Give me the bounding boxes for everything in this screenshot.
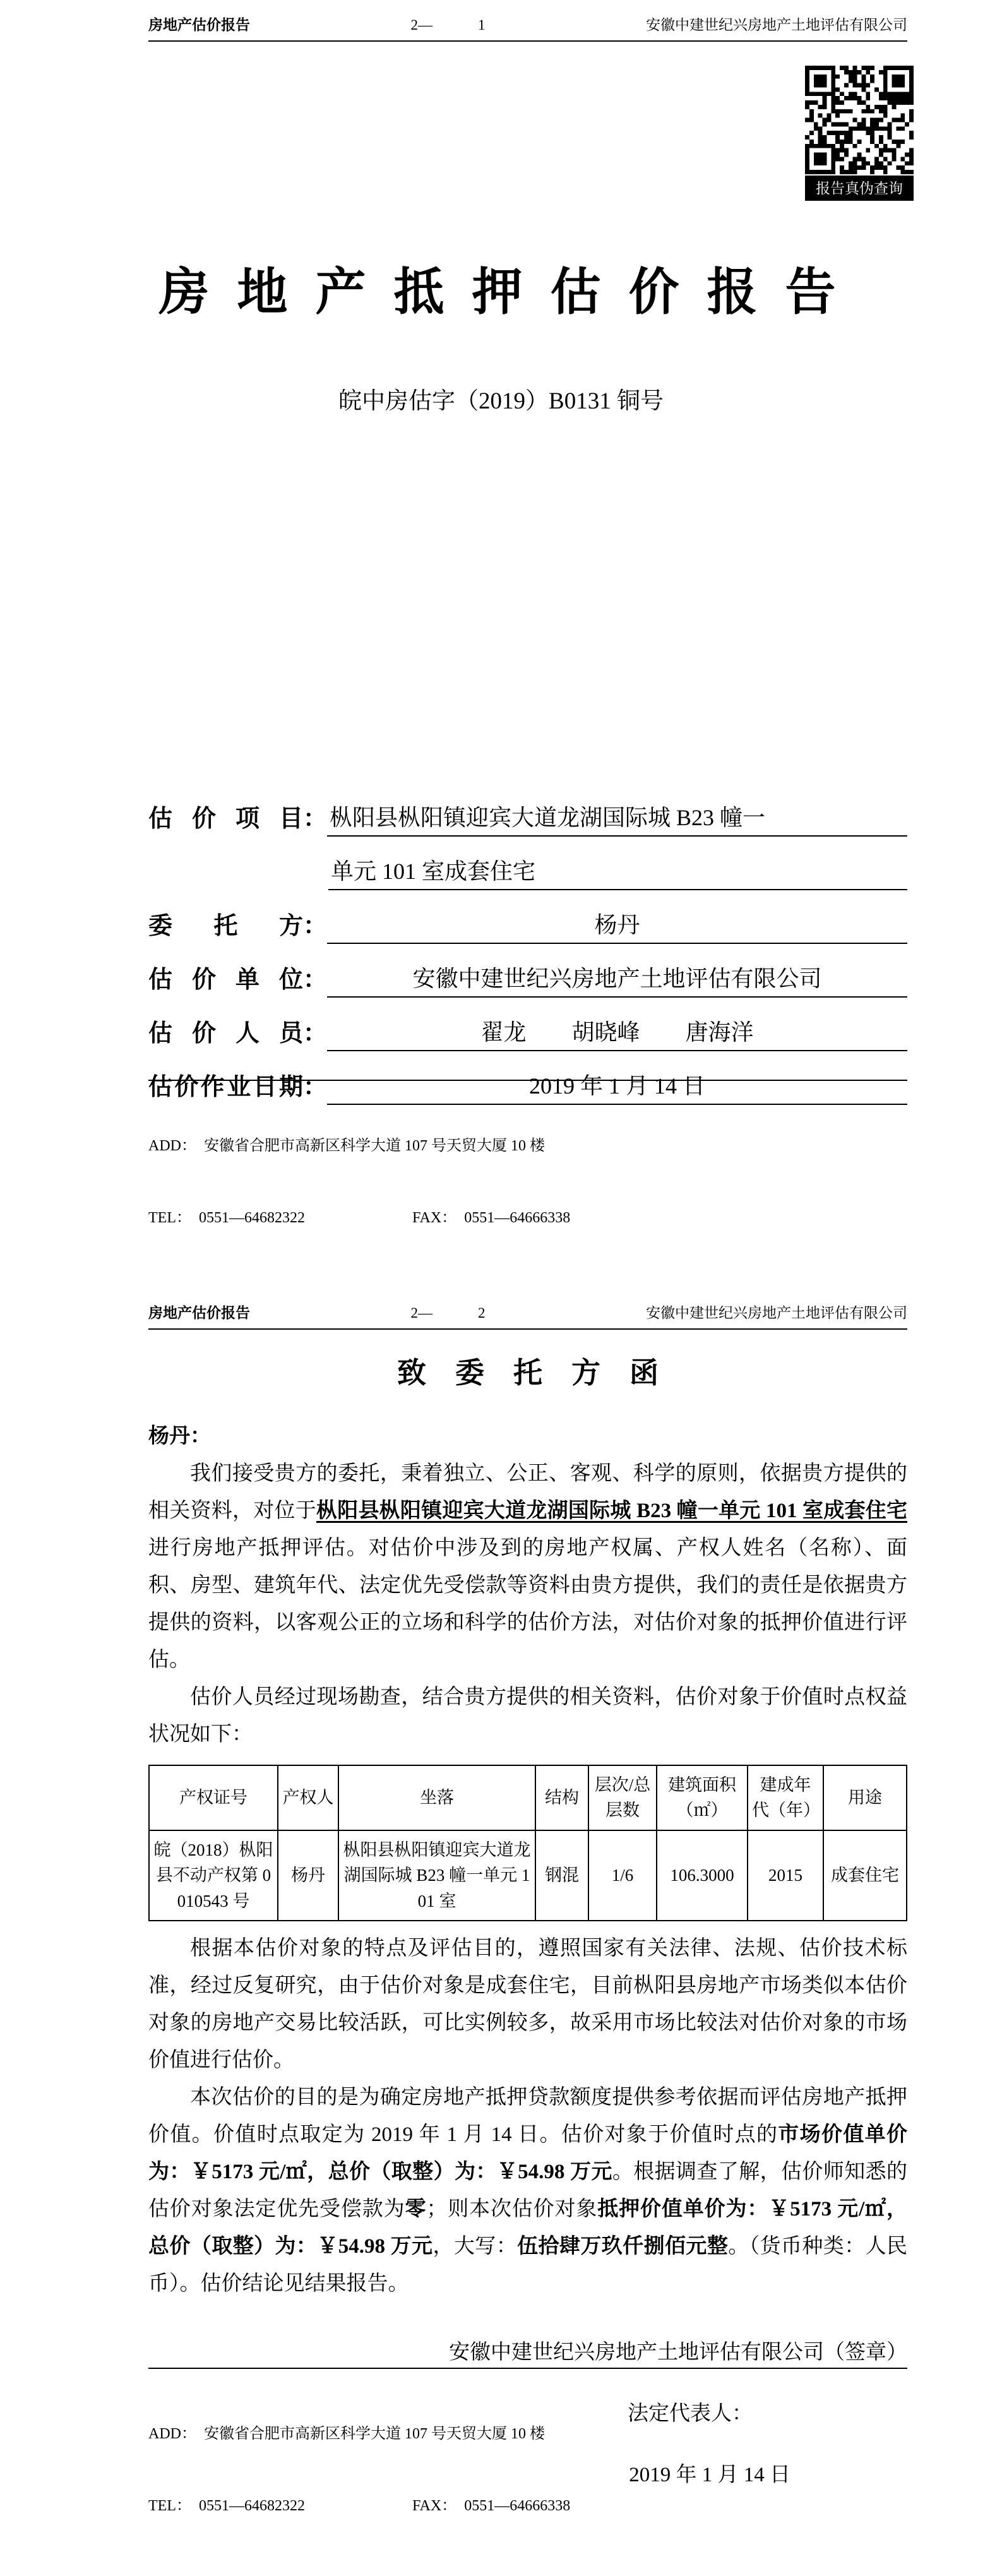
col-header-year: 建成年代（年） [748,1765,823,1830]
letter-paragraph-4 [148,2079,907,2303]
page-footer [148,2368,907,2566]
field-row-client [148,890,907,944]
cell-area: 106.3000 [657,1830,748,1921]
field-label-project: 估价项目 [148,806,303,833]
header-page-number [411,16,486,34]
footer-tel: TEL： 0551—64682322 [148,2498,305,2514]
header-doc-type: 房地产估价报告 [148,16,250,33]
amount-in-words-emphasis: 伍拾肆万玖仟捌佰元整 [517,2235,729,2258]
report-page-2 [0,1288,1002,2576]
footer-contacts [148,1206,907,1230]
footer-address: ADD： 安徽省合肥市高新区科学大道 107 号天贸大厦 10 楼 [148,1138,545,1154]
page-footer [148,1080,907,1278]
cover-fields [148,783,907,1105]
field-value-project-line2: 单元 101 室成套住宅 [328,857,907,890]
footer-fax: FAX： 0551—64666338 [412,1210,571,1226]
header-page-index: 1 [478,17,486,33]
cell-year: 2015 [748,1830,823,1921]
col-header-area: 建筑面积（㎡） [657,1765,748,1830]
field-row-staff [148,998,907,1051]
field-value-project-line1: 枞阳县枞阳镇迎宾大道龙湖国际城 B23 幢一 [327,804,907,837]
letter-paragraph-3: 根据本估价对象的特点及评估目的，遵照国家有关法律、法规、估价技术标准，经过反复研究，由于估价对象是成套住宅，目前枞阳县房地产市场类似本估价对象的房地产交易比较活跃，可比实例较多，故采用市场比较法对估价对象的市场价值进行估价。 [148,1937,907,2072]
qr-block [805,66,914,201]
field-label-staff: 估价人员 [148,1020,303,1047]
page-header [148,16,907,42]
page-header [148,1304,907,1330]
zero-emphasis: 零 [405,2198,427,2221]
field-row-project [148,783,907,837]
footer-tel: TEL： 0551—64682322 [148,1210,305,1226]
doc-number: 皖中房估字（2019）B0131 铜号 [338,388,664,414]
cell-certificate: 皖（2018）枞阳县不动产权第 0010543 号 [149,1830,278,1921]
field-value-date: 2019 年 1 月 14 日 [327,1072,907,1105]
field-colon: ： [303,1074,328,1101]
header-section-number: 2— [410,17,432,33]
letter-paragraph-2: 估价人员经过现场勘查，结合贵方提供的相关资料，估价对象于价值时点权益状况如下： [148,1685,907,1746]
field-row-agency [148,944,907,998]
signature-company: 安徽中建世纪兴房地产土地评估有限公司（签章） [449,2341,907,2364]
qr-caption: 报告真伪查询 [805,176,914,201]
text-run: ，大写： [432,2235,518,2258]
col-header-structure: 结构 [535,1765,588,1830]
letter-paragraph-1 [148,1455,907,1679]
cell-usage: 成套住宅 [823,1830,907,1921]
field-colon: ： [303,967,328,994]
signature-date: 2019 年 1 月 14 日 [629,2464,790,2486]
text-run: 我们接受贵方的委托，秉着独立、公正、客观、科学的原则，依据贵方提供的相关资料，对位于 [148,1462,907,1522]
col-header-usage: 用途 [823,1765,907,1830]
field-label-date: 估价作业日期 [148,1074,303,1101]
field-label-client: 委托方 [148,913,303,940]
header-doc-type: 房地产估价报告 [148,1304,250,1321]
field-value-staff: 翟龙 胡晓峰 唐海洋 [327,1018,907,1051]
report-title: 房 地 产 抵 押 估 价 报 告 [158,265,844,321]
field-value-client: 杨丹 [327,911,907,944]
field-colon: ： [303,1020,328,1047]
field-value-agency: 安徽中建世纪兴房地产土地评估有限公司 [327,965,907,998]
property-rights-table [148,1765,907,1922]
field-colon: ： [303,913,328,940]
signature-legal-representative: 法定代表人： [628,2402,753,2425]
col-header-certificate: 产权证号 [149,1765,278,1830]
cell-owner: 杨丹 [278,1830,338,1921]
text-run: 本次估价的目的是为确定房地产抵押贷款额度提供参考依据而评估房地产抵押价值。价值时点取定为 2019 年 1 月 14 日。估价对象于价值时点的 [148,2086,907,2146]
property-name-emphasis: 枞阳县枞阳镇迎宾大道龙湖国际城 B23 幢一单元 101 室成套住宅 [316,1499,908,1522]
header-company-name: 安徽中建世纪兴房地产土地评估有限公司 [646,17,907,33]
letter-body [148,1355,907,2494]
field-colon: ： [303,806,328,833]
letter-salutation: 杨丹： [148,1424,211,1448]
table-header-row [149,1765,907,1830]
col-header-owner: 产权人 [278,1765,338,1830]
text-run: ；则本次估价对象 [426,2198,598,2221]
field-label-agency: 估价单位 [148,967,303,994]
qr-code [805,66,914,174]
text-run: 。（货币种类：人民币）。估价结论见结果报告。 [148,2235,908,2295]
cell-location: 枞阳县枞阳镇迎宾大道龙湖国际城 B23 幢一单元 101 室 [338,1830,535,1921]
table-row [149,1830,907,1921]
footer-contacts [148,2494,907,2518]
header-page-index: 2 [478,1305,486,1321]
header-company-name: 安徽中建世纪兴房地产土地评估有限公司 [646,1305,907,1321]
col-header-location: 坐落 [338,1765,535,1830]
text-run: 。根据调查了解，估价师知悉的估价对象法定优先受偿款为 [148,2161,908,2221]
field-row-project-continued [148,837,907,890]
header-page-number [411,1304,486,1322]
market-value-emphasis: 市场价值单价为：￥5173 元/㎡，总价（取整）为：￥54.98 万元 [148,2123,908,2183]
mortgage-value-emphasis: 抵押价值单价为：￥5173 元/㎡，总价（取整）为：￥54.98 万元 [148,2198,908,2258]
col-header-floor: 层次/总层数 [588,1765,657,1830]
letter-title: 致 委 托 方 函 [397,1357,659,1389]
header-section-number: 2— [410,1305,432,1321]
footer-address: ADD： 安徽省合肥市高新区科学大道 107 号天贸大厦 10 楼 [148,2426,545,2442]
text-run: 进行房地产抵押评估。对估价中涉及到的房地产权属、产权人姓名（名称）、面积、房型、建筑年代、法定优先受偿款等资料由贵方提供，我们的责任是依据贵方提供的资料，以客观公正的立场和科学的估价方法，对估价对象的抵押价值进行评估。 [148,1536,907,1671]
footer-fax: FAX： 0551—64666338 [412,2498,571,2514]
cell-floor: 1/6 [588,1830,657,1921]
cell-structure: 钢混 [535,1830,588,1921]
